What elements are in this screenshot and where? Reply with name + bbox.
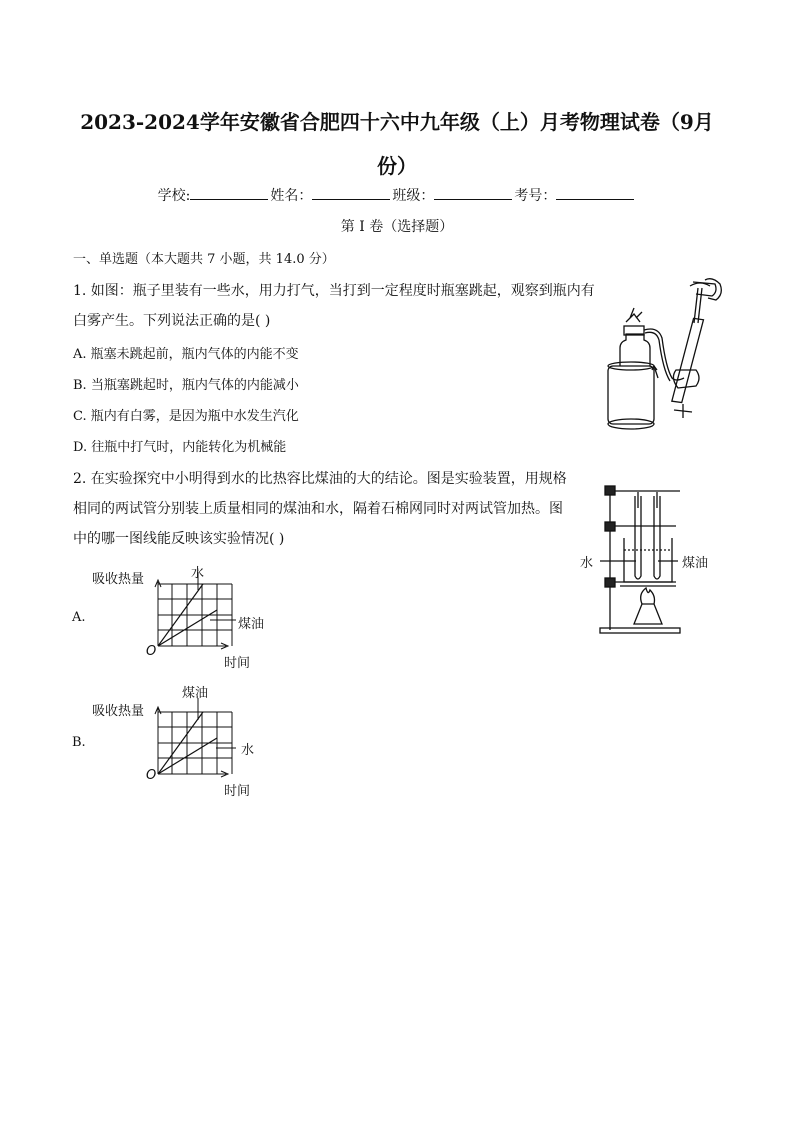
q2-option-b[interactable]: [70, 680, 290, 800]
graph-a-xlabel: 时间: [224, 656, 251, 671]
student-info-line: [0, 185, 794, 205]
exam-no-label: 考号：: [514, 188, 557, 204]
q1-option-a[interactable]: A. 瓶塞未跳起前，瓶内气体的内能不变: [73, 347, 299, 362]
graph-a-ylabel: 吸收热量: [92, 572, 145, 587]
option-b-letter: B.: [72, 735, 86, 750]
q2-line-1: 2. 在实验探究中小明得到水的比热容比煤油的大的结论。图是实验装置，用规格: [73, 471, 567, 487]
apparatus-label-kerosene: 煤油: [682, 556, 709, 571]
apparatus-label-water: 水: [580, 556, 594, 571]
graph-a-origin: O: [146, 644, 157, 659]
q2-option-a[interactable]: [70, 562, 290, 672]
graph-b-ylabel: 吸收热量: [92, 704, 145, 719]
graph-b: [70, 680, 290, 800]
school-blank[interactable]: [190, 185, 268, 200]
q1-line-1: 1. 如图：瓶子里装有一些水，用力打气，当打到一定程度时瓶塞跳起，观察到瓶内有: [73, 283, 595, 299]
name-label: 姓名：: [270, 188, 313, 204]
q1-line-2: 白雾产生。下列说法正确的是( ): [73, 313, 271, 329]
q1-option-b[interactable]: B. 当瓶塞跳起时，瓶内气体的内能减小: [73, 378, 299, 393]
q1-option-d[interactable]: D. 往瓶中打气时，内能转化为机械能: [73, 440, 287, 455]
q2-line-3: 中的哪一图线能反映该实验情况( ): [73, 531, 285, 547]
q1-stem: [73, 276, 595, 336]
title-line-1: 2023-2024学年安徽省合肥四十六中九年级（上）月考物理试卷（9月: [80, 110, 714, 134]
school-label: 学校:: [157, 188, 191, 204]
title-line-2: 份）: [377, 154, 417, 178]
exam-title: [40, 100, 754, 188]
bottle-pump-figure: [600, 278, 725, 433]
graph-a-steep-label: 水: [191, 566, 205, 581]
heating-apparatus-figure: [572, 478, 732, 638]
q1-option-c[interactable]: C. 瓶内有白雾，是因为瓶中水发生汽化: [73, 409, 299, 424]
graph-b-xlabel: 时间: [224, 784, 251, 799]
volume-heading: 第 I 卷（选择题）: [340, 219, 454, 235]
exam-no-blank[interactable]: [556, 185, 634, 200]
class-label: 班级：: [392, 188, 435, 204]
name-blank[interactable]: [312, 185, 390, 200]
section-heading: 一、单选题（本大题共 7 小题，共 14.0 分）: [73, 252, 335, 267]
class-blank[interactable]: [434, 185, 512, 200]
graph-b-shallow-label: 水: [241, 743, 255, 758]
q2-line-2: 相同的两试管分别装上质量相同的煤油和水，隔着石棉网同时对两试管加热。图: [73, 501, 563, 517]
graph-b-steep-label: 煤油: [182, 686, 209, 701]
graph-b-origin: O: [146, 768, 157, 783]
q2-stem: [73, 464, 567, 554]
option-a-letter: A.: [72, 610, 86, 625]
graph-a-shallow-label: 煤油: [238, 617, 265, 632]
